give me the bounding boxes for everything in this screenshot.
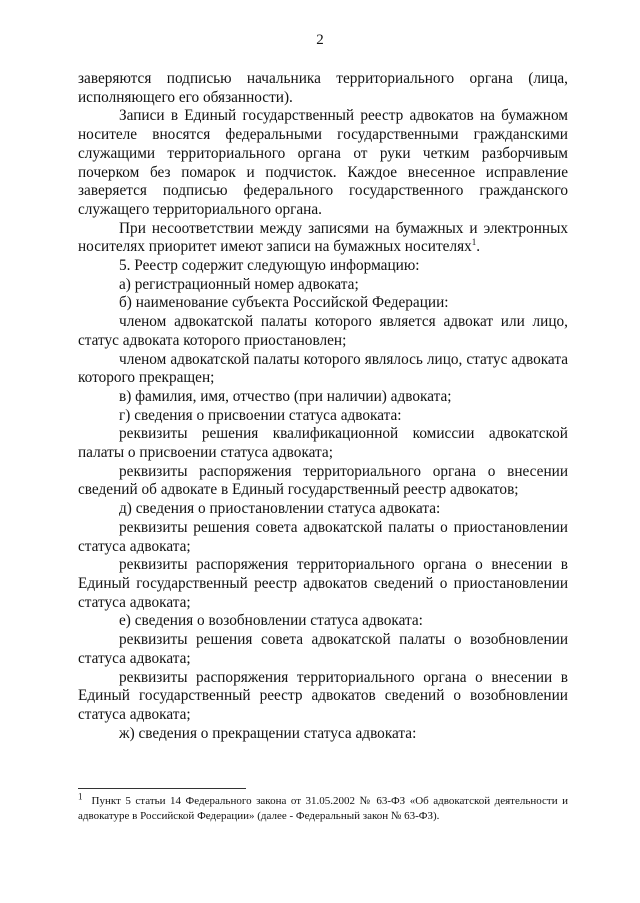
footnote-reference[interactable]: 1 xyxy=(471,237,477,248)
paragraph: г) сведения о присвоении статуса адвоката: xyxy=(119,406,402,424)
body-text xyxy=(78,70,568,743)
paragraph: заверяются подписью начальника территориального органа (лица, исполняющего его обязанности). xyxy=(78,70,568,106)
paragraph: б) наименование субъекта Российской Федерации: xyxy=(119,294,449,312)
paragraph: реквизиты решения совета адвокатской палаты о приостановлении статуса адвоката; xyxy=(78,518,568,555)
paragraph xyxy=(78,220,568,257)
paragraph: реквизиты распоряжения территориального органа о внесении в Единый государственный реестр адвокатов сведений о возобновлении статуса адвоката; xyxy=(78,668,568,723)
footnote-marker: 1 xyxy=(78,791,83,802)
paragraph: д) сведения о приостановлении статуса адвоката: xyxy=(119,500,441,518)
footnote-separator xyxy=(78,788,246,789)
paragraph: в) фамилия, имя, отчество (при наличии) адвоката; xyxy=(119,387,452,405)
paragraph: членом адвокатской палаты которого являлось лицо, статус адвоката которого прекращен; xyxy=(78,350,568,387)
paragraph: реквизиты распоряжения территориального органа о внесении сведений об адвокате в Единый государственный реестр адвокатов; xyxy=(78,462,568,499)
paragraph: ж) сведения о прекращении статуса адвоката: xyxy=(119,724,417,742)
paragraph: 5. Реестр содержит следующую информацию: xyxy=(119,257,420,275)
paragraph: а) регистрационный номер адвоката; xyxy=(119,275,359,293)
paragraph: членом адвокатской палаты которого является адвокат или лицо, статус адвоката которого приостановлен; xyxy=(78,313,568,349)
paragraph: реквизиты распоряжения территориального органа о внесении в Единый государственный реестр адвокатов сведений о приостановлении статуса адвоката; xyxy=(78,556,568,611)
paragraph: е) сведения о возобновлении статуса адвоката: xyxy=(119,612,423,630)
paragraph: реквизиты решения квалификационной комиссии адвокатской палаты о присвоении статуса адвоката; xyxy=(78,425,568,462)
page-number: 2 xyxy=(316,32,324,48)
paragraph: реквизиты решения совета адвокатской палаты о возобновлении статуса адвоката; xyxy=(78,631,568,667)
footnote xyxy=(78,791,569,824)
paragraph-end: . xyxy=(476,238,481,256)
paragraph-text: При несоответствии между записями на бумажных и электронных носителях приоритет имеют записи на бумажных носителях xyxy=(78,219,568,256)
footnote-text: Пункт 5 статьи 14 Федерального закона от 31.05.2002 № 63-ФЗ «Об адвокатской деятельности и адвокатуре в Российской Федерации» (далее - Федеральный закон № 63-ФЗ). xyxy=(78,795,569,822)
paragraph: Записи в Единый государственный реестр адвокатов на бумажном носителе вносятся федеральными государственными гражданскими служащими территориального органа от руки четким разборчивым почерком без помарок и подчисток. Каждое внесенное исправление заверяется подписью федерального государственного гражданского служащего территориального органа. xyxy=(78,107,568,218)
